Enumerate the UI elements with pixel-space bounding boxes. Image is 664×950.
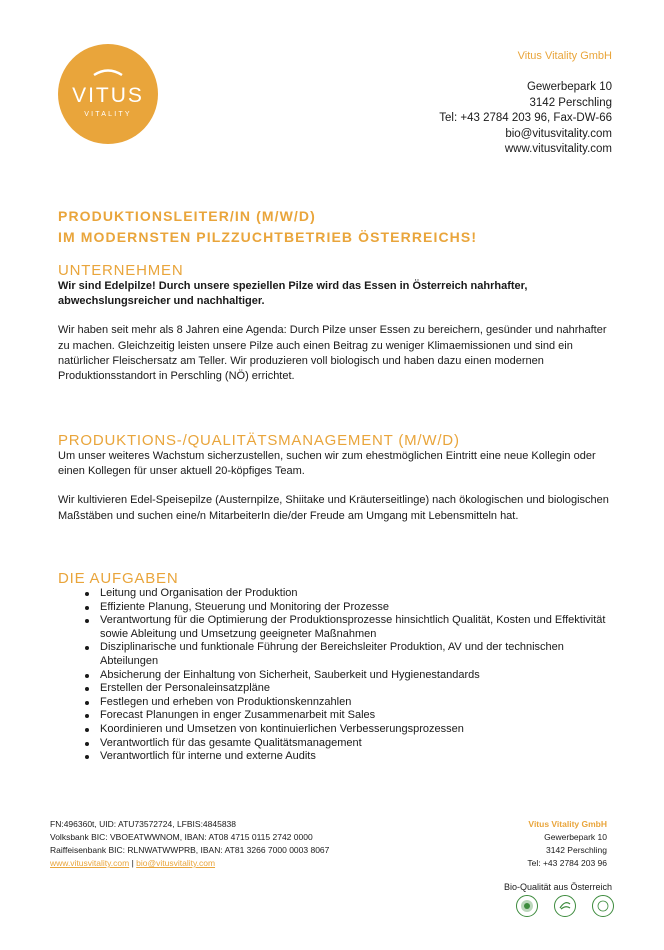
task-item: Verantwortlich für interne und externe Audits [100,750,614,764]
task-item: Koordinieren und Umsetzen von kontinuierlichen Verbesserungsprozessen [100,723,614,737]
footer-company: Vitus Vitality GmbH [528,819,607,829]
footer-separator: | [131,858,134,868]
bio-quality-label: Bio-Qualität aus Österreich [503,882,612,892]
certification-badges [516,895,616,919]
header-address [439,80,612,158]
job-title [58,206,477,248]
job-title-line2: IM MODERNSTEN PILZZUCHTBETRIEB ÖSTERREICHS! [58,229,478,245]
unternehmen-body: Wir haben seit mehr als 8 Jahren eine Agenda: Durch Pilze unser Essen zu bereichern, gesünder und nahrhafter zu machen. Gleichzeitig leisten unsere Pilze auch einen Beitrag zu weniger Klimaemissionen und sind ein natürlicher Fleischersatz am Teller. Wir produzieren voll biologisch und haben dazu einen modernen Produktionsstandort in Perschling (NÖ) errichtet. [58,324,607,383]
footer-registration: FN:496360t, UID: ATU73572724, LFBIS:4845838 [50,819,237,829]
eu-organic-icon [554,895,576,917]
job-title-line1: PRODUKTIONSLEITER/IN (M/W/D) [58,208,316,224]
footer-bank-raiffeisen: Raiffeisenbank BIC: RLNWATWWPRB, IBAN: AT81 3266 7000 0003 8067 [50,845,330,855]
task-item: Leitung und Organisation der Produktion [100,587,614,601]
logo-subtitle: VITALITY [84,111,132,118]
header-street: Gewerbepark 10 [526,81,612,93]
task-item: Erstellen der Personaleinsatzpläne [100,682,614,696]
footer-links [50,857,329,870]
footer-city: 3142 Perschling [546,845,607,855]
section-heading: DIE AUFGABEN [58,570,179,587]
footer-address [527,818,607,870]
header-website[interactable]: www.vitusvitality.com [504,143,612,155]
header-phone: Tel: +43 2784 203 96, Fax-DW-66 [439,112,612,124]
footer-website-link[interactable]: www.vitusvitality.com [50,858,130,868]
footer-company-details [50,818,329,870]
task-item: Forecast Planungen in enger Zusammenarbeit mit Sales [100,709,614,723]
section-heading: UNTERNEHMEN [58,262,184,279]
management-description: Wir kultivieren Edel-Speisepilze (Austernpilze, Shiitake und Kräuterseitlinge) nach ökologischen und biologischen Maßstäben und suchen eine/n MitarbeiterIn die/der Freude am Umgang mit Lebensmitteln hat. [58,494,609,522]
footer-bank-volksbank: Volksbank BIC: VBOEATWWNOM, IBAN: AT08 4715 0115 2742 0000 [50,832,313,842]
task-item: Absicherung der Einhaltung von Sicherheit, Sauberkeit und Hygienestandards [100,669,614,683]
header-city: 3142 Perschling [529,96,612,109]
task-item: Festlegen und erheben von Produktionskennzahlen [100,696,614,710]
section-heading: PRODUKTIONS-/QUALITÄTSMANAGEMENT (M/W/D) [58,432,460,449]
logo-wordmark: VITUS [72,84,144,107]
task-item: Verantwortung für die Optimierung der Produktionsprozesse hinsichtlich Qualität, Kosten und Effektivität sowie Ableitung und Umsetzung geeigneter Maßnahmen [100,614,614,641]
section-unternehmen [58,262,614,384]
unternehmen-lead: Wir sind Edelpilze! Durch unsere speziellen Pilze wird das Essen in Österreich nahrhafter, abwechslungsreicher und nachhaltiger. [58,280,528,308]
section-management [58,432,614,524]
bio-austria-icon [592,895,614,917]
task-item: Disziplinarische und funktionale Führung der Bereichsleiter Produktion, AV und der technischen Abteilungen [100,641,614,668]
management-intro: Um unser weiteres Wachstum sicherzustellen, suchen wir zum ehestmöglichen Eintritt eine neue Kollegin oder einen Kollegen für unser aktuell 20-köpfiges Team. [58,450,596,478]
header-company: Vitus Vitality GmbH [517,50,612,62]
vitus-vitality-logo [58,44,158,144]
footer-email-link[interactable]: bio@vitusvitality.com [136,858,216,868]
task-item: Verantwortlich für das gesamte Qualitätsmanagement [100,737,614,751]
task-list [58,587,614,764]
footer-street: Gewerbepark 10 [544,832,607,842]
section-aufgaben [58,570,614,764]
task-item: Effiziente Planung, Steuerung und Monitoring der Prozesse [100,601,614,615]
footer-phone: Tel: +43 2784 203 96 [527,858,607,868]
header-email[interactable]: bio@vitusvitality.com [505,127,612,140]
bio-seal-icon [516,895,538,917]
